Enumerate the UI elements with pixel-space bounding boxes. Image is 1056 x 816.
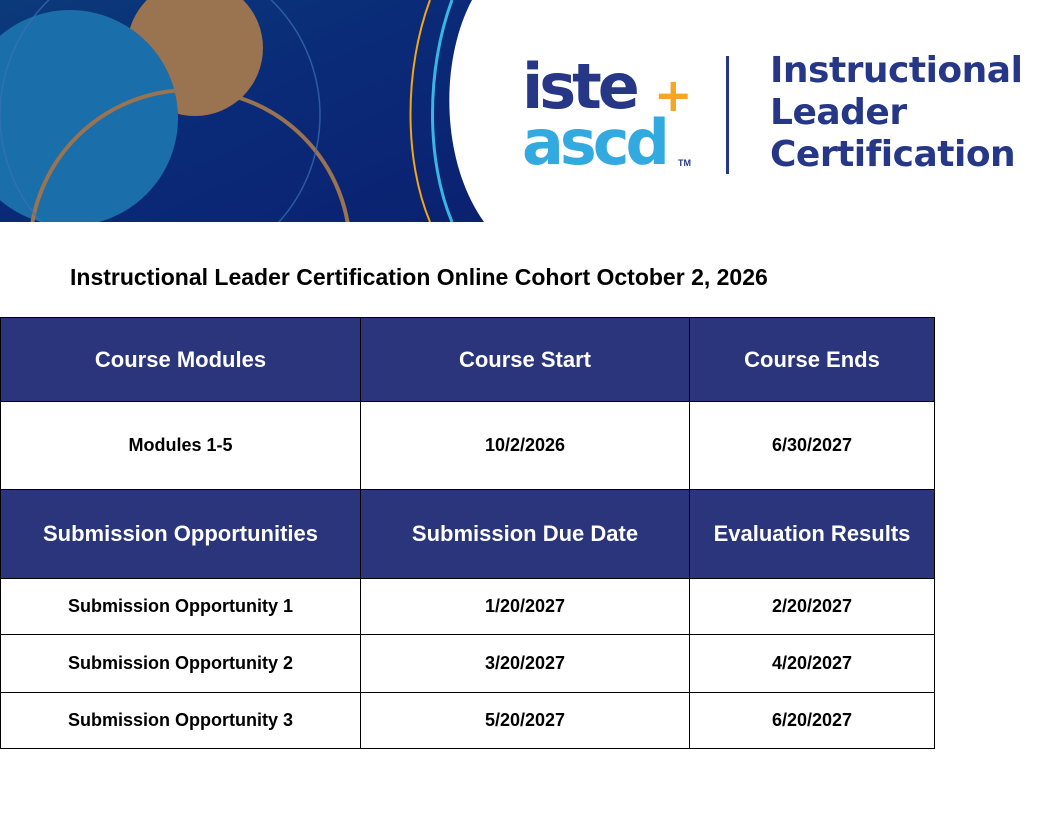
table-cell: 5/20/2027 — [361, 693, 690, 749]
header-banner-graphic — [0, 0, 484, 222]
table-header-row — [1, 490, 935, 579]
table-row — [1, 635, 935, 693]
table-cell: 6/20/2027 — [690, 693, 935, 749]
column-header: Submission Due Date — [361, 490, 690, 579]
table-cell: Submission Opportunity 2 — [1, 635, 361, 693]
logo-divider — [726, 56, 729, 174]
column-header: Course Modules — [1, 318, 361, 402]
logo-ascd-text: ascd — [522, 106, 666, 179]
table-header-row — [1, 318, 935, 402]
logo-program-title — [770, 50, 1022, 176]
column-header: Submission Opportunities — [1, 490, 361, 579]
table-cell: 2/20/2027 — [690, 579, 935, 635]
column-header: Course Start — [361, 318, 690, 402]
iste-ascd-logo — [518, 50, 1038, 180]
logo-trademark: TM — [678, 158, 691, 168]
cohort-schedule-table — [0, 317, 935, 749]
column-header: Course Ends — [690, 318, 935, 402]
logo-title-line: Leader — [770, 92, 907, 133]
logo-plus-icon: + — [654, 68, 693, 122]
page-title: Instructional Leader Certification Online Cohort October 2, 2026 — [70, 264, 768, 290]
table-cell: 4/20/2027 — [690, 635, 935, 693]
table-row — [1, 693, 935, 749]
logo-title-line: Instructional — [770, 50, 1023, 91]
logo-title-line: Certification — [770, 134, 1016, 175]
column-header: Evaluation Results — [690, 490, 935, 579]
table-cell: Submission Opportunity 1 — [1, 579, 361, 635]
table-cell: 3/20/2027 — [361, 635, 690, 693]
logo-iste-text: iste — [522, 50, 636, 123]
table-row — [1, 402, 935, 490]
table-cell: Modules 1-5 — [1, 402, 361, 490]
table-cell: 10/2/2026 — [361, 402, 690, 490]
table-cell: 1/20/2027 — [361, 579, 690, 635]
table-cell: 6/30/2027 — [690, 402, 935, 490]
table-row — [1, 579, 935, 635]
table-cell: Submission Opportunity 3 — [1, 693, 361, 749]
